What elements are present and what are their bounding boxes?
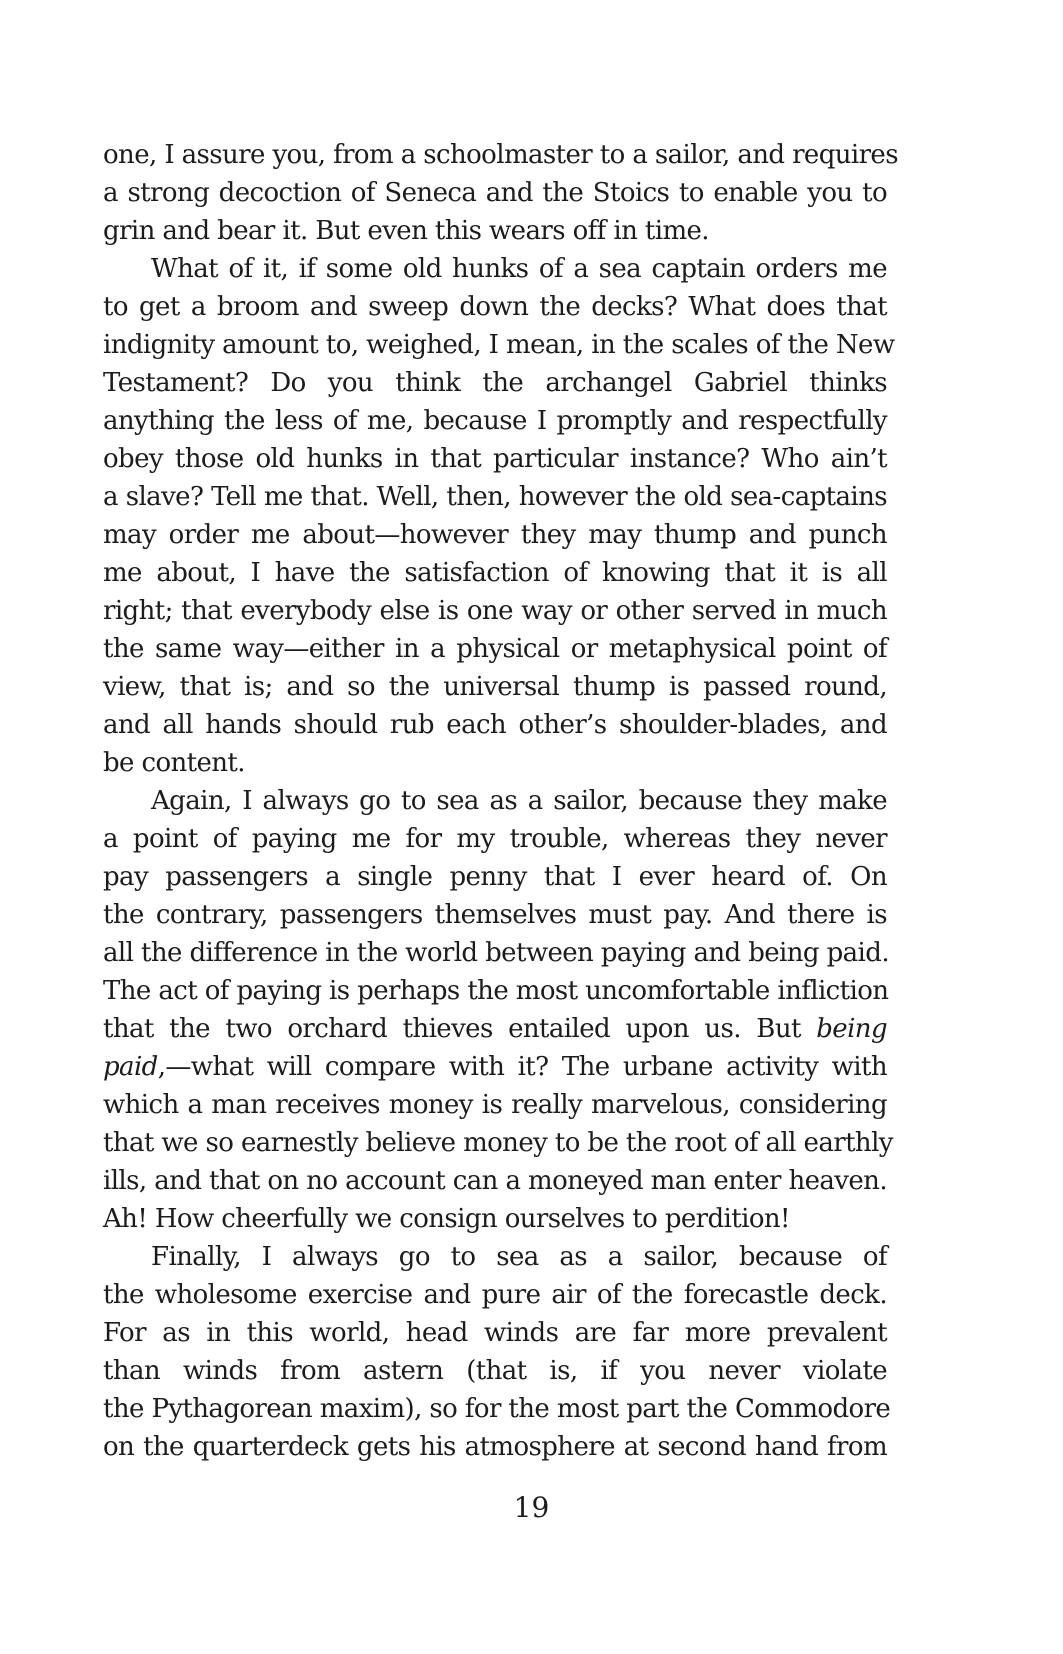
text-line: Again, I always go to sea as a sailor, because they make xyxy=(151,786,887,816)
text-line: Testament? Do you think the archangel Gabriel thinks xyxy=(103,368,887,398)
text-line: Finally, I always go to sea as a sailor, because of xyxy=(151,1242,887,1272)
text-line: a point of paying me for my trouble, whereas they never xyxy=(103,824,887,854)
text-line: the contrary, passengers themselves must pay. And there is xyxy=(103,900,887,930)
text-line: on the quarterdeck gets his atmosphere at second hand from xyxy=(103,1432,887,1462)
text-line: a slave? Tell me that. Well, then, however the old sea-captains xyxy=(103,482,887,512)
text-line: The act of paying is perhaps the most uncomfortable infliction xyxy=(103,976,889,1006)
text-line: grin and bear it. But even this wears off in time. xyxy=(103,216,709,246)
text-line: view, that is; and so the universal thump is passed round, xyxy=(103,672,887,702)
text-line: anything the less of me, because I promptly and respectfully xyxy=(103,406,887,436)
text-line: than winds from astern (that is, if you never violate xyxy=(103,1356,887,1386)
page-number: 19 xyxy=(513,1491,550,1524)
text-line: one, I assure you, from a schoolmaster to a sailor, and requires xyxy=(103,140,898,170)
text-line: pay passengers a single penny that I ever heard of. On xyxy=(103,862,887,892)
text-line: a strong decoction of Seneca and the Stoics to enable you to xyxy=(103,178,887,208)
text-line: Ah! How cheerfully we consign ourselves to perdition! xyxy=(103,1204,790,1234)
text-line: the wholesome exercise and pure air of the forecastle deck. xyxy=(103,1280,887,1310)
text-line: obey those old hunks in that particular instance? Who ain’t xyxy=(103,444,887,474)
text-line: that the two orchard thieves entailed upon us. But being xyxy=(103,1014,887,1044)
text-line: paid,—what will compare with it? The urbane activity with xyxy=(103,1052,887,1082)
body-text xyxy=(103,136,898,1466)
text-line: ills, and that on no account can a moneyed man enter heaven. xyxy=(103,1166,887,1196)
text-line: and all hands should rub each other’s shoulder-blades, and xyxy=(103,710,887,740)
text-line: all the difference in the world between paying and being paid. xyxy=(103,938,889,968)
text-line: What of it, if some old hunks of a sea captain orders me xyxy=(151,254,887,284)
text-line: the same way—either in a physical or metaphysical point of xyxy=(103,634,887,664)
text-line: which a man receives money is really marvelous, considering xyxy=(103,1090,887,1120)
text-line: to get a broom and sweep down the decks? What does that xyxy=(103,292,887,322)
text-line: right; that everybody else is one way or other served in much xyxy=(103,596,887,626)
text-line: the Pythagorean maxim), so for the most part the Commodore xyxy=(103,1394,891,1424)
text-line: may order me about—however they may thump and punch xyxy=(103,520,887,550)
text-line: me about, I have the satisfaction of knowing that it is all xyxy=(103,558,887,588)
text-line: indignity amount to, weighed, I mean, in the scales of the New xyxy=(103,330,895,360)
text-line: be content. xyxy=(103,748,245,778)
text-line: that we so earnestly believe money to be the root of all earthly xyxy=(103,1128,893,1158)
text-line: For as in this world, head winds are far more prevalent xyxy=(103,1318,887,1348)
